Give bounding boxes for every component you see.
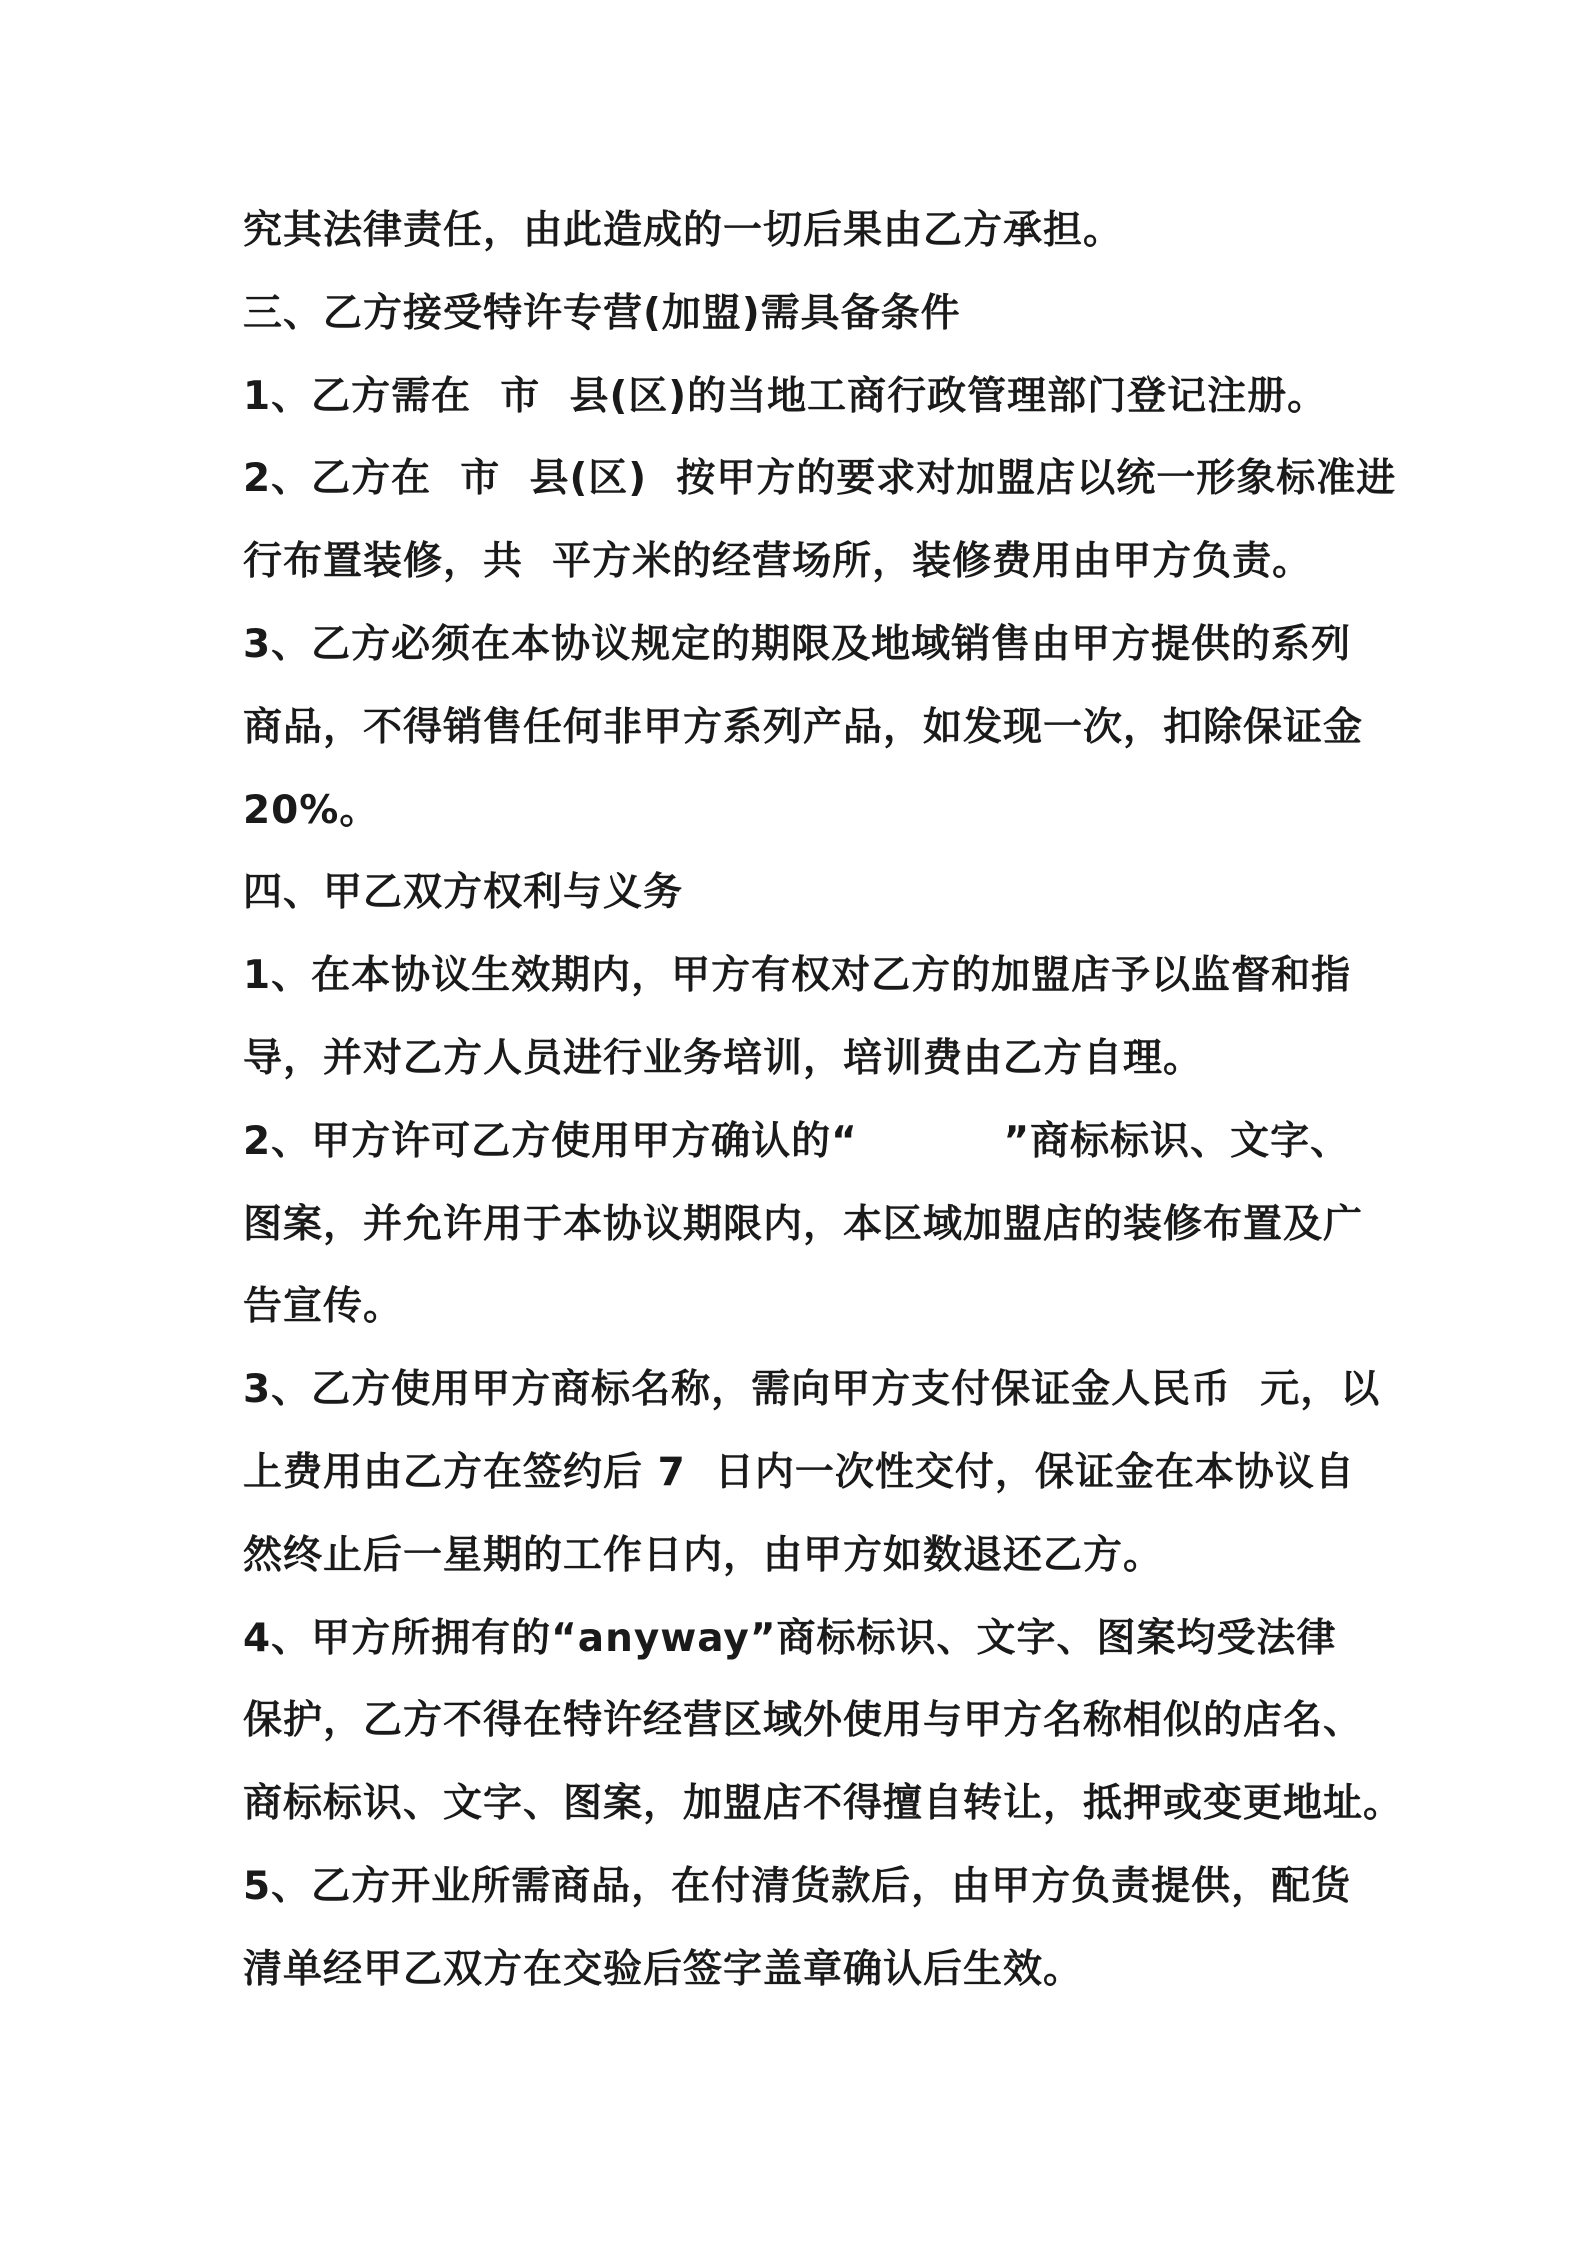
text-line: 3、乙方使用甲方商标名称，需向甲方支付保证金人民币 元，以 [243,1367,1381,1413]
text-line: 2、乙方在 市 县(区) 按甲方的要求对加盟店以统一形象标准进 [243,456,1397,502]
text-line: 1、乙方需在 市 县(区)的当地工商行政管理部门登记注册。 [243,373,1328,419]
section-heading: 四、甲乙双方权利与义务 [243,870,684,916]
text-line: 1、在本协议生效期内，甲方有权对乙方的加盟店予以监督和指 [243,953,1352,999]
text-line: 图案，并允许用于本协议期限内，本区域加盟店的装修布置及广 [243,1201,1364,1247]
text-line: 5、乙方开业所需商品，在付清货款后，由甲方负责提供，配货 [243,1863,1352,1909]
document-body [243,190,1404,2012]
text-line: 4、甲方所拥有的“anyway”商标标识、文字、图案均受法律 [243,1615,1337,1661]
text-line: 3、乙方必须在本协议规定的期限及地域销售由甲方提供的系列 [243,621,1352,667]
text-line: 导，并对乙方人员进行业务培训，培训费由乙方自理。 [243,1035,1204,1081]
text-line: 20%。 [243,787,380,833]
text-line: 保护，乙方不得在特许经营区域外使用与甲方名称相似的店名、 [243,1698,1364,1744]
text-line: 上费用由乙方在签约后 7 日内一次性交付，保证金在本协议自 [243,1449,1355,1495]
text-line: 商标标识、文字、图案，加盟店不得擅自转让，抵押或变更地址。 [243,1781,1404,1827]
text-line: 清单经甲乙双方在交验后签字盖章确认后生效。 [243,1946,1084,1992]
text-line: 商品，不得销售任何非甲方系列产品，如发现一次，扣除保证金 [243,704,1364,750]
text-line: 究其法律责任，由此造成的一切后果由乙方承担。 [243,208,1124,253]
text-line: 告宣传。 [243,1284,404,1330]
text-line: 然终止后一星期的工作日内，由甲方如数退还乙方。 [243,1532,1164,1578]
text-line: 2、甲方许可乙方使用甲方确认的“ ”商标标识、文字、 [243,1118,1351,1164]
text-line: 行布置装修，共 平方米的经营场所，装修费用由甲方负责。 [243,539,1313,585]
section-heading: 三、乙方接受特许专营(加盟)需具备条件 [243,290,961,336]
